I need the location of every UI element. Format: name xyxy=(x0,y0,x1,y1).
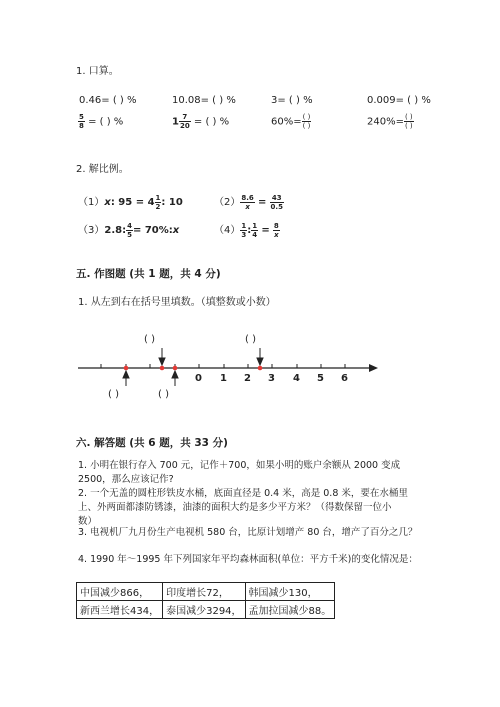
tick-label-0: 0 xyxy=(195,373,202,384)
ratio-problem-1: （1）x: 95 = 4 $\frac{1}{2}$ : 10 xyxy=(78,193,183,211)
solve-question-1: 1. 小明在银行存入 700 元，记作＋700，如果小明的账户余额从 2000 变成 2500，那么应该记作? xyxy=(78,460,401,485)
ratio-title: 2. 解比例。 xyxy=(76,164,129,175)
tick-label-6: 6 xyxy=(341,373,348,384)
ratio-problem-4: （4） $\frac{1}{3}$ : $\frac{1}{4}$ = $\frac{8}{x}$ xyxy=(214,221,279,239)
tick-label-5: 5 xyxy=(317,373,324,384)
section-5-heading: 五. 作图题 (共 1 题，共 4 分) xyxy=(76,268,221,280)
solve-question-2: 2. 一个无盖的圆柱形铁皮水桶，底面直径是 0.4 米，高是 0.8 米，要在水桶里 上、外两面都漆防锈漆，油漆的面积大约是多少平方米？（得数保留一位小 数） xyxy=(78,488,408,527)
answer-paren-top-2: ( ) xyxy=(245,334,256,345)
solve-question-4: 4. 1990 年～1995 年下列国家年平均森林面积(单位：平方千米)的变化情况是： xyxy=(78,554,418,565)
oral-item-5: $\frac{5}{8}$ = ( ) % xyxy=(79,113,124,130)
table-cell: 印度增长72， xyxy=(163,583,245,601)
table-cell: 新西兰增长434， xyxy=(77,601,163,619)
solve-question-3: 3. 电视机厂九月份生产电视机 580 台，比原计划增产 80 台，增产了百分之几？ xyxy=(78,527,418,538)
forest-area-table xyxy=(76,582,335,619)
oral-item-7: 60%= $\frac{( )}{( )}$ xyxy=(271,113,311,130)
tick-label-1: 1 xyxy=(220,373,227,384)
tick-label-4: 4 xyxy=(293,373,300,384)
table-cell: 泰国减少3294， xyxy=(163,601,245,619)
tick-label-3: 3 xyxy=(268,373,275,384)
draw-question-1: 1. 从左到右在括号里填数。（填整数或小数） xyxy=(78,297,276,308)
table-cell: 韩国减少130， xyxy=(245,583,335,601)
oral-item-6: 1 $\frac{7}{20}$ = ( ) % xyxy=(172,113,230,130)
ratio-problem-3: （3）2.8: $\frac{4}{5}$ = 70%:x xyxy=(78,221,180,239)
answer-paren-bottom-1: ( ) xyxy=(108,389,119,400)
table-row xyxy=(77,601,335,619)
number-line-arrowhead xyxy=(369,364,378,372)
table-cell: 孟加拉国减少88。 xyxy=(245,601,335,619)
table-cell: 中国减少866， xyxy=(77,583,163,601)
table-row xyxy=(77,583,335,601)
number-line-arrows xyxy=(123,348,263,386)
oral-item-3: 3= ( ) % xyxy=(271,95,313,106)
oral-item-8: 240%= $\frac{( )}{( )}$ xyxy=(367,113,413,130)
tick-label-2: 2 xyxy=(244,373,251,384)
section-6-heading: 六. 解答题 (共 6 题，共 33 分) xyxy=(76,437,228,449)
oral-item-4: 0.009= ( ) % xyxy=(367,95,431,106)
answer-paren-bottom-2: ( ) xyxy=(158,389,169,400)
oral-item-1: 0.46= ( ) % xyxy=(79,95,137,106)
oral-calc-title: 1. 口算。 xyxy=(76,66,119,77)
oral-item-2: 10.08= ( ) % xyxy=(172,95,236,106)
answer-paren-top-1: ( ) xyxy=(144,334,155,345)
ratio-problem-2: （2） $\frac{8.6}{x}$ = $\frac{43}{0.5}$ xyxy=(214,193,283,211)
